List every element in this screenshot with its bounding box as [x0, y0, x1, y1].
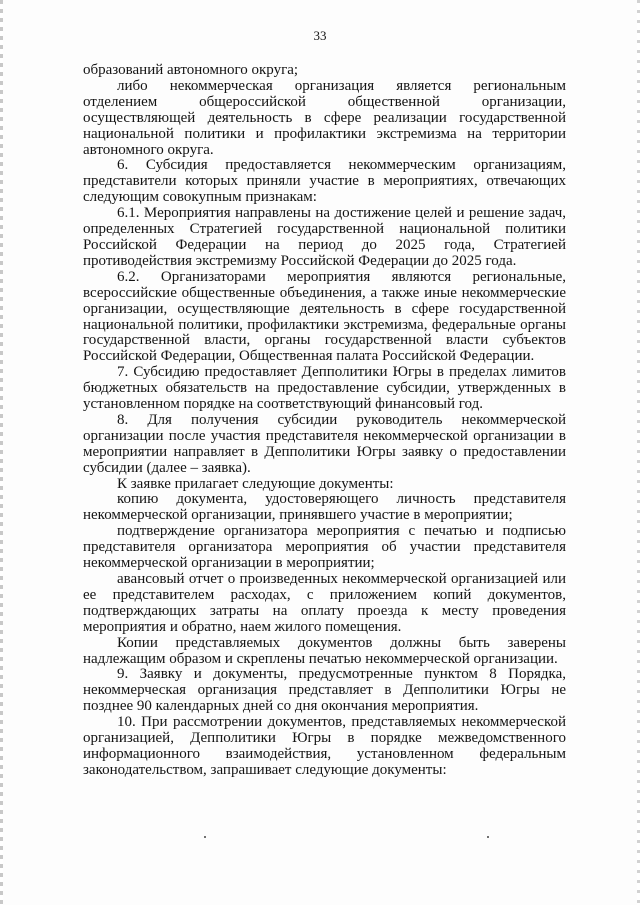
scan-speck — [487, 836, 489, 838]
paragraph-attachment-id-copy: копию документа, удостоверяющего личность представителя некоммерческой организации, принявшего участие в мероприятии; — [83, 491, 566, 524]
paragraph-item-6-2: 6.2. Организаторами мероприятия являются региональные, всероссийские общественные объединения, а также иные некоммерческие организации, осуществляющие деятельность в сфере государственной национальной политики, профилактики экстремизма, федеральные органы государственной власти, органы государственной власти субъектов Российской Федерации, Общественная палата Российской Федерации. — [83, 268, 566, 365]
paragraph-item-6: 6. Субсидия предоставляется некоммерческим организациям, представители которых приняли участие в мероприятиях, отвечающих следующим совокупным признакам: — [83, 157, 566, 206]
paragraph-continuation: образований автономного округа; — [83, 62, 299, 78]
paragraph-item-6-1: 6.1. Мероприятия направлены на достижение целей и решение задач, определенных Стратегией государственной национальной политики Российской Федерации на период до 2025 года, Стратегией противодействия экстремизму Российской Федерации до 2025 года. — [83, 205, 566, 269]
paragraph-attachment-expense-report: авансовый отчет о произведенных некоммерческой организацией или ее представителем расходах, с приложением копий документов, подтверждающих затраты на оплату проезда к месту проведения мероприятия и обратно, наем жилого помещения. — [83, 571, 566, 635]
paragraph-copies-certified: Копии представляемых документов должны быть заверены надлежащим образом и скреплены печатью некоммерческой организации. — [83, 634, 566, 667]
scan-edge-left — [0, 0, 3, 905]
paragraph-regional-branch: либо некоммерческая организация является региональным отделением общероссийской общественной организации, осуществляющей деятельность в сфере реализации государственной национальной политики и профилактики экстремизма на территории автономного округа. — [83, 77, 566, 158]
document-body — [83, 63, 566, 779]
paragraph-attachments-intro: К заявке прилагает следующие документы: — [117, 475, 394, 492]
page-number: 33 — [313, 28, 327, 43]
scan-speck — [204, 836, 206, 838]
paragraph-item-10: 10. При рассмотрении документов, представляемых некоммерческой организацией, Депполитики Югры в порядке межведомственного информационного взаимодействия, установленном федеральным законодательством, запрашивает следующие документы: — [83, 714, 566, 778]
paragraph-attachment-confirmation: подтверждение организатора мероприятия с печатью и подписью представителя организатора мероприятия об участии представителя некоммерческой организации в мероприятии; — [83, 523, 566, 572]
paragraph-item-7: 7. Субсидию предоставляет Депполитики Югры в пределах лимитов бюджетных обязательств на предоставление субсидии, утвержденных в установленном порядке на соответствующий финансовый год. — [83, 364, 566, 413]
paragraph-item-8: 8. Для получения субсидии руководитель некоммерческой организации после участия представителя некоммерческой организации в мероприятии направляет в Депполитики Югры заявку о предоставлении субсидии (далее – заявка). — [83, 411, 566, 476]
paragraph-item-9: 9. Заявку и документы, предусмотренные пунктом 8 Порядка, некоммерческая организация представляет в Депполитики Югры не позднее 90 календарных дней со дня окончания мероприятия. — [83, 666, 566, 715]
